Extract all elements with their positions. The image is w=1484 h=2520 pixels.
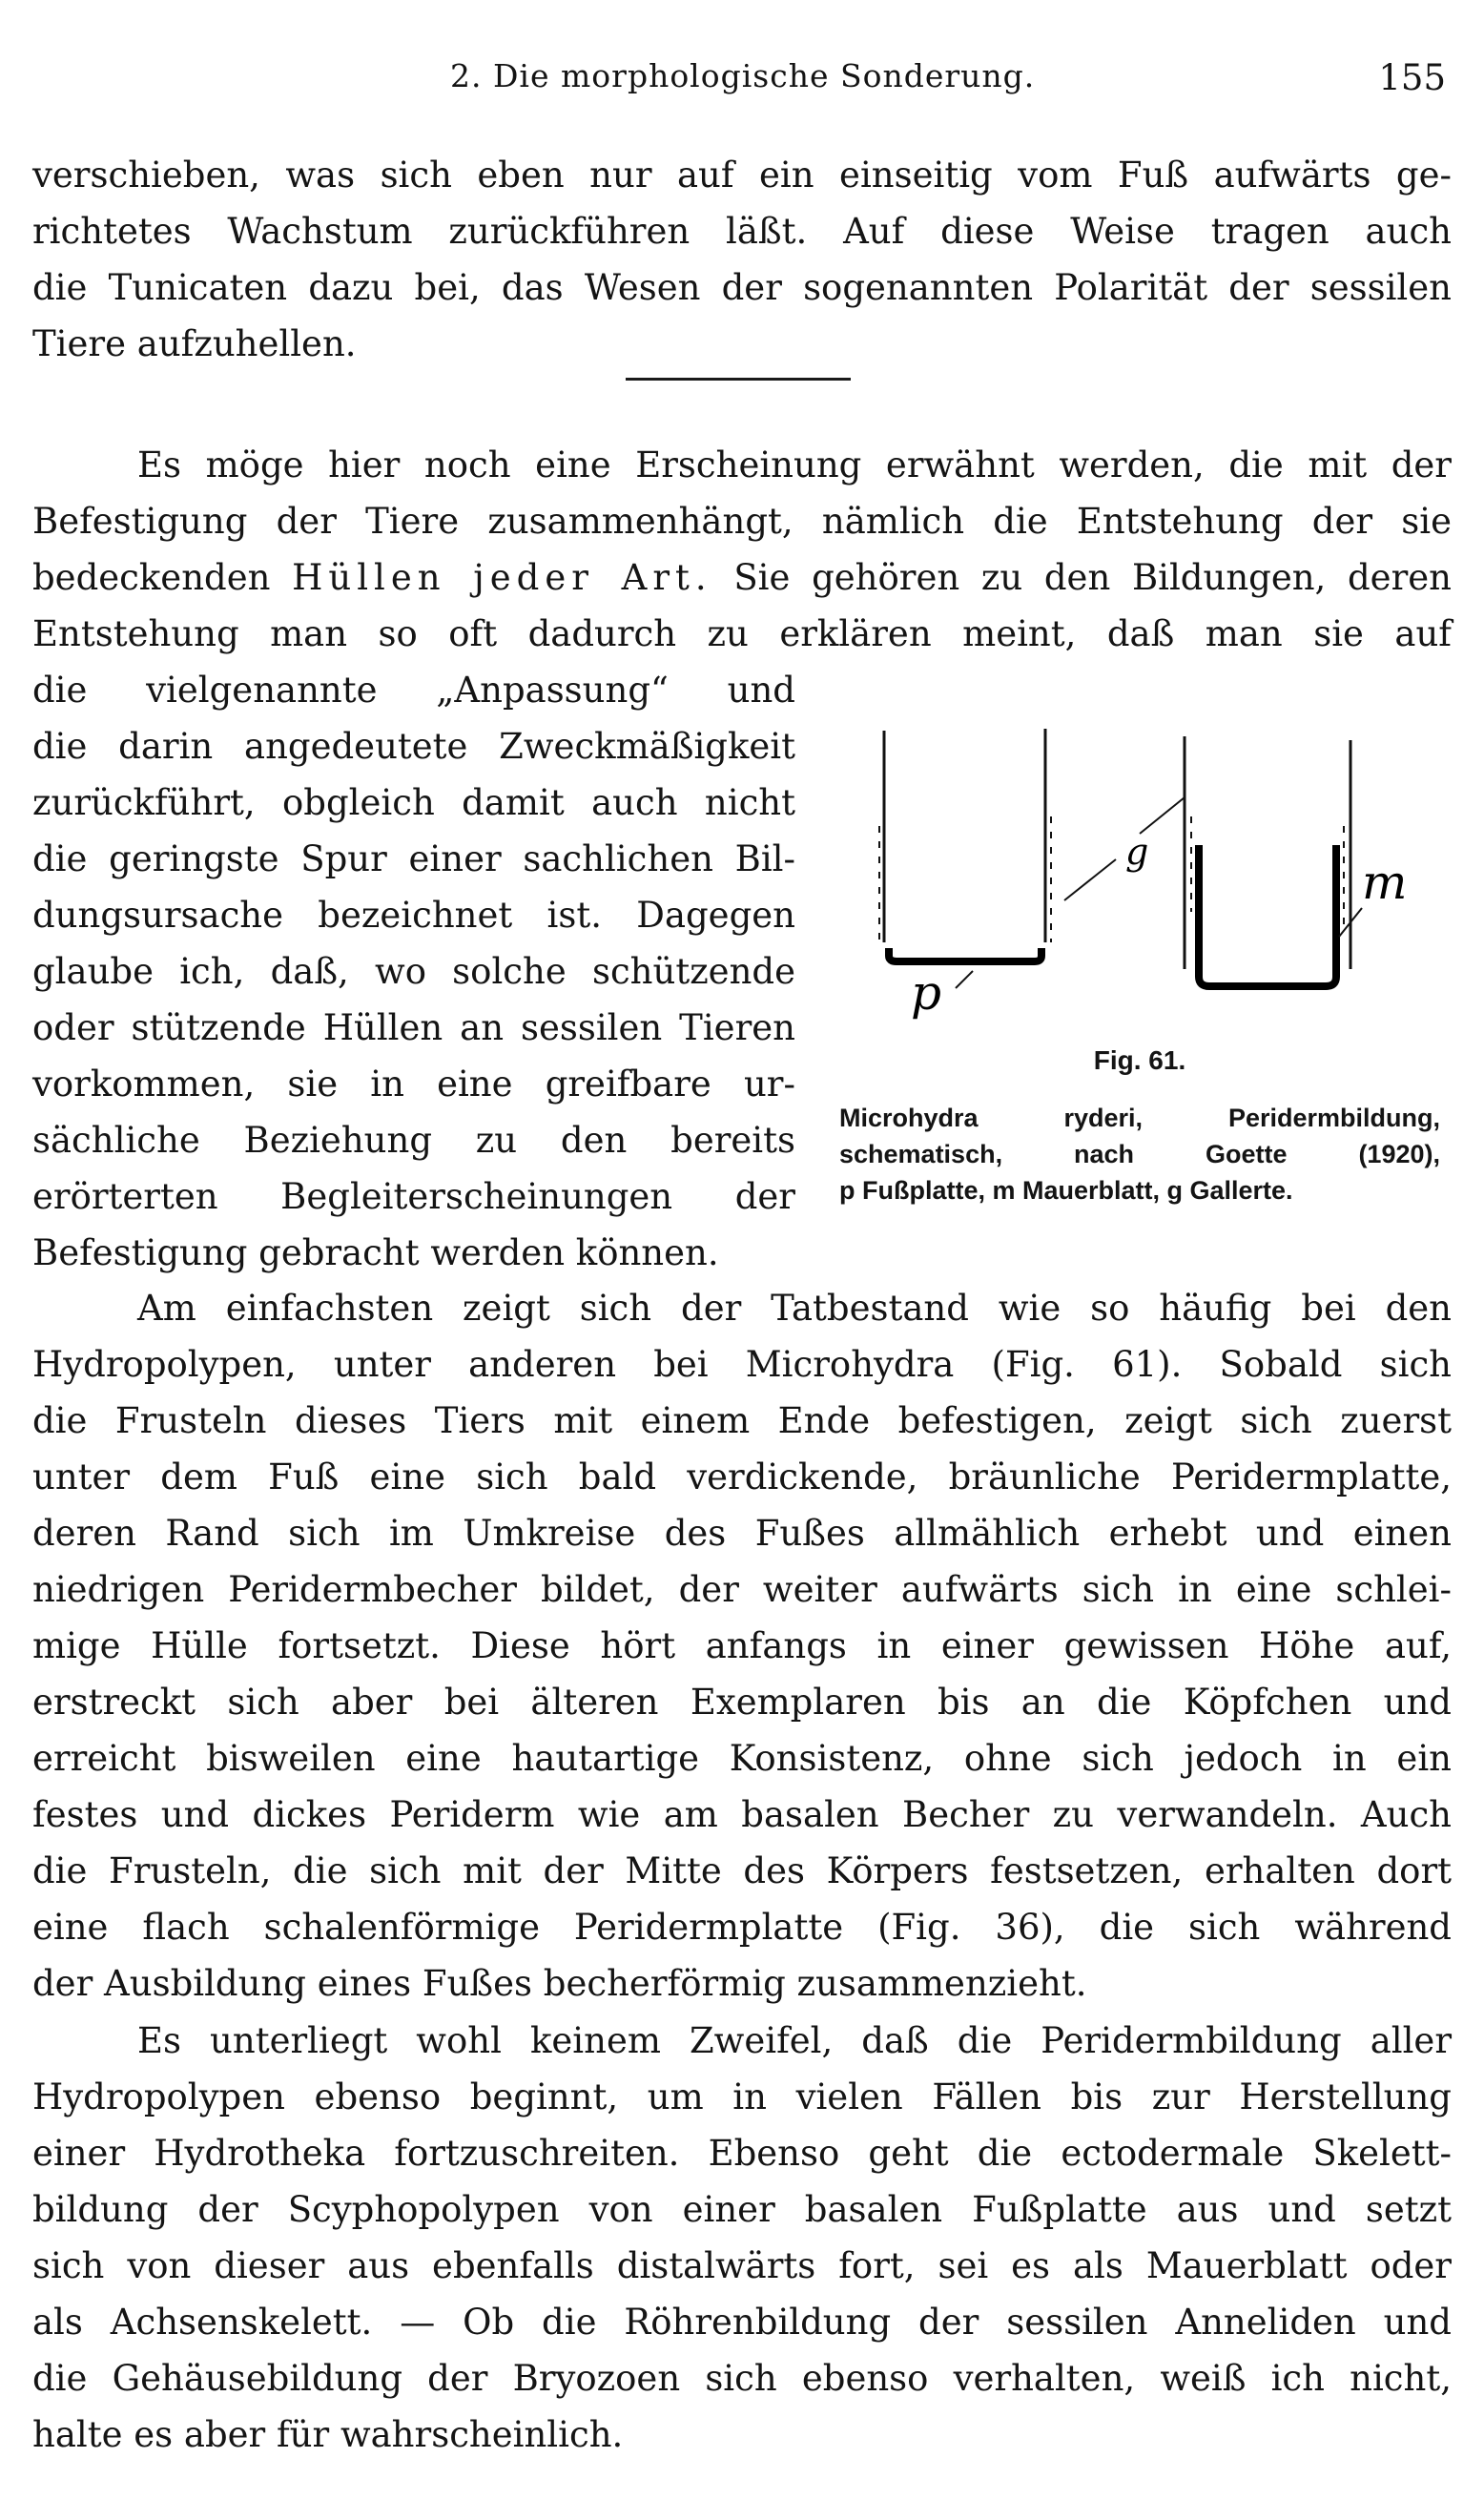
spaced-emphasis: Hüllen jeder Art. <box>292 557 712 598</box>
text-line: Tiere aufzuhellen. <box>32 323 357 364</box>
text-line: oder stützende Hüllen an sessilen Tieren <box>32 1007 795 1048</box>
text-line: sich von dieser aus ebenfalls distalwärts fort, sei es als Mauerblatt oder <box>32 2245 1452 2286</box>
text-line: Befestigung gebracht werden können. <box>32 1232 719 1273</box>
text-line: erörterten Begleiterscheinungen der <box>32 1176 795 1217</box>
text-line: einer Hydrotheka fortzuschreiten. Ebenso geht die ectodermale Skelett- <box>32 2133 1452 2174</box>
text-line: die Gehäusebildung der Bryozoen sich ebenso verhalten, weiß ich nicht, <box>32 2358 1452 2399</box>
figure-label-m: m <box>1362 855 1408 910</box>
text-line: die Frusteln dieses Tiers mit einem Ende befestigen, zeigt sich zuerst <box>32 1400 1452 1441</box>
text-line: Hydropolypen, unter anderen bei Microhydra (Fig. 61). Sobald sich <box>32 1344 1452 1385</box>
text-line: vorkommen, sie in eine greifbare ur- <box>32 1064 795 1105</box>
text-line: der Ausbildung eines Fußes becherförmig zusammenzieht. <box>32 1963 1087 2004</box>
text-line: erstreckt sich aber bei älteren Exemplaren bis an die Köpfchen und <box>32 1682 1452 1723</box>
running-title: 2. Die morphologische Sonderung. <box>450 57 1036 94</box>
text-line: halte es aber für wahrscheinlich. <box>32 2414 624 2455</box>
paragraph-3 <box>32 1280 1452 2012</box>
paragraph-1 <box>32 147 1452 372</box>
paragraph-2-column <box>32 662 795 1281</box>
text-line: die darin angedeutete Zweckmäßigkeit <box>32 726 795 767</box>
figure-label-p: p <box>911 965 942 1021</box>
text-line: Befestigung der Tiere zusammenhängt, nämlich die Entstehung der sie <box>32 501 1452 542</box>
text-line: zurückführt, obgleich damit auch nicht <box>32 782 795 823</box>
text-line: Entstehung man so oft dadurch zu erklären meint, daß man sie auf <box>32 613 1452 654</box>
text-line: Hydropolypen ebenso beginnt, um in vielen Fällen bis zur Herstellung <box>32 2076 1452 2117</box>
text-line: richtetes Wachstum zurückführen läßt. Auf diese Weise tragen auch <box>32 211 1452 252</box>
text-line: eine flach schalenförmige Peridermplatte (Fig. 36), die sich während <box>32 1907 1452 1948</box>
figure-caption-line: Microhydra ryderi, Peridermbildung, <box>839 1104 1440 1132</box>
text-line: glaube ich, daß, wo solche schützende <box>32 951 795 992</box>
page-number: 155 <box>1378 57 1446 98</box>
text-line: Am einfachsten zeigt sich der Tatbestand wie so häufig bei den <box>137 1288 1452 1329</box>
running-header <box>450 57 1446 103</box>
text-line: unter dem Fuß eine sich bald verdickende, bräunliche Peridermplatte, <box>32 1456 1452 1498</box>
text-line: die Tunicaten dazu bei, das Wesen der sogenannten Polarität der sessilen <box>32 267 1452 308</box>
text-line: die geringste Spur einer sachlichen Bil- <box>32 838 795 879</box>
section-divider <box>626 378 851 381</box>
paragraph-4 <box>32 2013 1452 2463</box>
figure-caption-line: schematisch, nach Goette (1920), <box>839 1140 1440 1168</box>
text-line: sächliche Beziehung zu den bereits <box>32 1120 795 1161</box>
text-line: dungsursache bezeichnet ist. Dagegen <box>32 895 795 936</box>
figure-illustration <box>839 721 1440 1036</box>
text-line: mige Hülle fortsetzt. Diese hört anfangs in einer gewissen Höhe auf, <box>32 1625 1452 1666</box>
text-line: Es möge hier noch eine Erscheinung erwähnt werden, die mit der <box>137 444 1452 485</box>
text-line: bildung der Scyphopolypen von einer basalen Fußplatte aus und setzt <box>32 2189 1452 2230</box>
text-line: die Frusteln, die sich mit der Mitte des Körpers festsetzen, erhalten dort <box>32 1850 1452 1891</box>
text-line: festes und dickes Periderm wie am basalen Becher zu verwandeln. Auch <box>32 1794 1452 1835</box>
text-line: niedrigen Peridermbecher bildet, der weiter aufwärts sich in eine schlei- <box>32 1569 1452 1610</box>
text-line: als Achsenskelett. — Ob die Röhrenbildung der sessilen Anneliden und <box>32 2302 1452 2343</box>
text-line: die vielgenannte „Anpassung“ und <box>32 670 795 711</box>
figure-title: Fig. 61. <box>1093 1045 1186 1075</box>
text-line: deren Rand sich im Umkreise des Fußes allmählich erhebt und einen <box>32 1513 1452 1554</box>
text-line: verschieben, was sich eben nur auf ein einseitig vom Fuß aufwärts ge- <box>32 155 1452 196</box>
text-line: bedeckenden Hüllen jeder Art. Sie gehören zu den Bildungen, deren <box>32 557 1452 598</box>
paragraph-2 <box>32 437 1452 662</box>
text-line: Es unterliegt wohl keinem Zweifel, daß die Peridermbildung aller <box>137 2020 1452 2061</box>
figure-61 <box>839 721 1440 1241</box>
figure-caption-line: p Fußplatte, m Mauerblatt, g Gallerte. <box>839 1176 1293 1205</box>
figure-label-g: g <box>1125 831 1149 873</box>
text-line: erreicht bisweilen eine hautartige Konsistenz, ohne sich jedoch in ein <box>32 1738 1452 1779</box>
